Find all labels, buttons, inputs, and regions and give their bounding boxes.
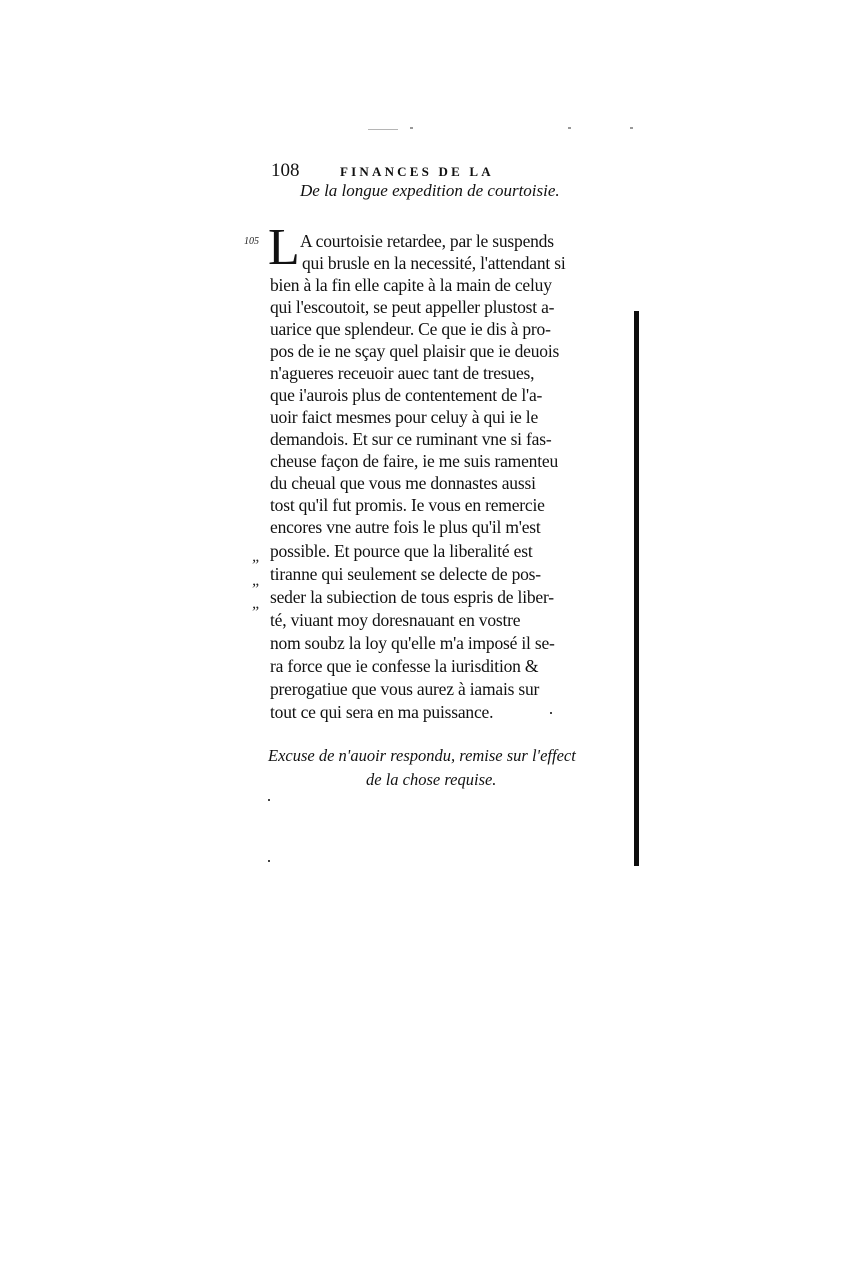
margin-note-number: 105 (244, 236, 259, 247)
drop-cap: L (268, 219, 300, 276)
text-line: ra force que ie confesse la iurisdition & (270, 656, 539, 676)
margin-quote-mark: „ (252, 572, 261, 589)
binding-edge-bar (634, 311, 639, 866)
text-line: uarice que splendeur. Ce que ie dis à pro- (270, 319, 551, 339)
scan-edge-line (368, 129, 398, 130)
text-line: tout ce qui sera en ma puissance. (270, 702, 494, 722)
section-title: De la longue expedition de courtoisie. (300, 181, 560, 200)
text-line: demandois. Et sur ce ruminant vne si fas- (270, 429, 552, 449)
scan-speck (568, 127, 571, 129)
text-line: tost qu'il fut promis. Ie vous en remercie (270, 495, 545, 515)
text-line: A courtoisie retardee, par le suspends (300, 231, 554, 251)
next-section-title-line-2: de la chose requise. (366, 770, 497, 789)
scan-speck (550, 712, 552, 714)
page-number: 108 (271, 160, 300, 181)
text-line: té, viuant moy doresnauant en vostre (270, 610, 521, 630)
text-line: prerogatiue que vous aurez à iamais sur (270, 679, 540, 699)
text-line: pos de ie ne sçay quel plaisir que ie deuois (270, 341, 560, 361)
text-line: qui l'escoutoit, se peut appeller plustost a- (270, 297, 555, 317)
scan-speck (268, 860, 270, 862)
text-line: bien à la fin elle capite à la main de celuy (270, 275, 552, 295)
scan-speck (410, 127, 413, 129)
text-line: uoir faict mesmes pour celuy à qui ie le (270, 407, 539, 427)
running-head-title: FINANCES DE LA (340, 164, 494, 179)
scan-speck (268, 799, 270, 801)
text-line: encores vne autre fois le plus qu'il m'est (270, 517, 541, 537)
text-line: du cheual que vous me donnastes aussi (270, 473, 536, 493)
text-line: tiranne qui seulement se delecte de pos- (270, 564, 541, 584)
text-line: n'agueres receuoir auec tant de tresues, (270, 363, 535, 383)
text-line: que i'aurois plus de contentement de l'a- (270, 385, 543, 405)
margin-quote-mark: „ (252, 595, 261, 612)
text-line: nom soubz la loy qu'elle m'a imposé il se- (270, 633, 555, 653)
text-line: seder la subiection de tous espris de liber- (270, 587, 554, 607)
text-line: cheuse façon de faire, ie me suis ramenteu (270, 451, 558, 471)
text-line: possible. Et pource que la liberalité est (270, 541, 533, 561)
margin-quote-mark: „ (252, 548, 261, 565)
text-line: qui brusle en la necessité, l'attendant si (302, 253, 566, 273)
scan-speck (630, 127, 633, 129)
next-section-title-line-1: Excuse de n'auoir respondu, remise sur l'effect (268, 746, 576, 765)
